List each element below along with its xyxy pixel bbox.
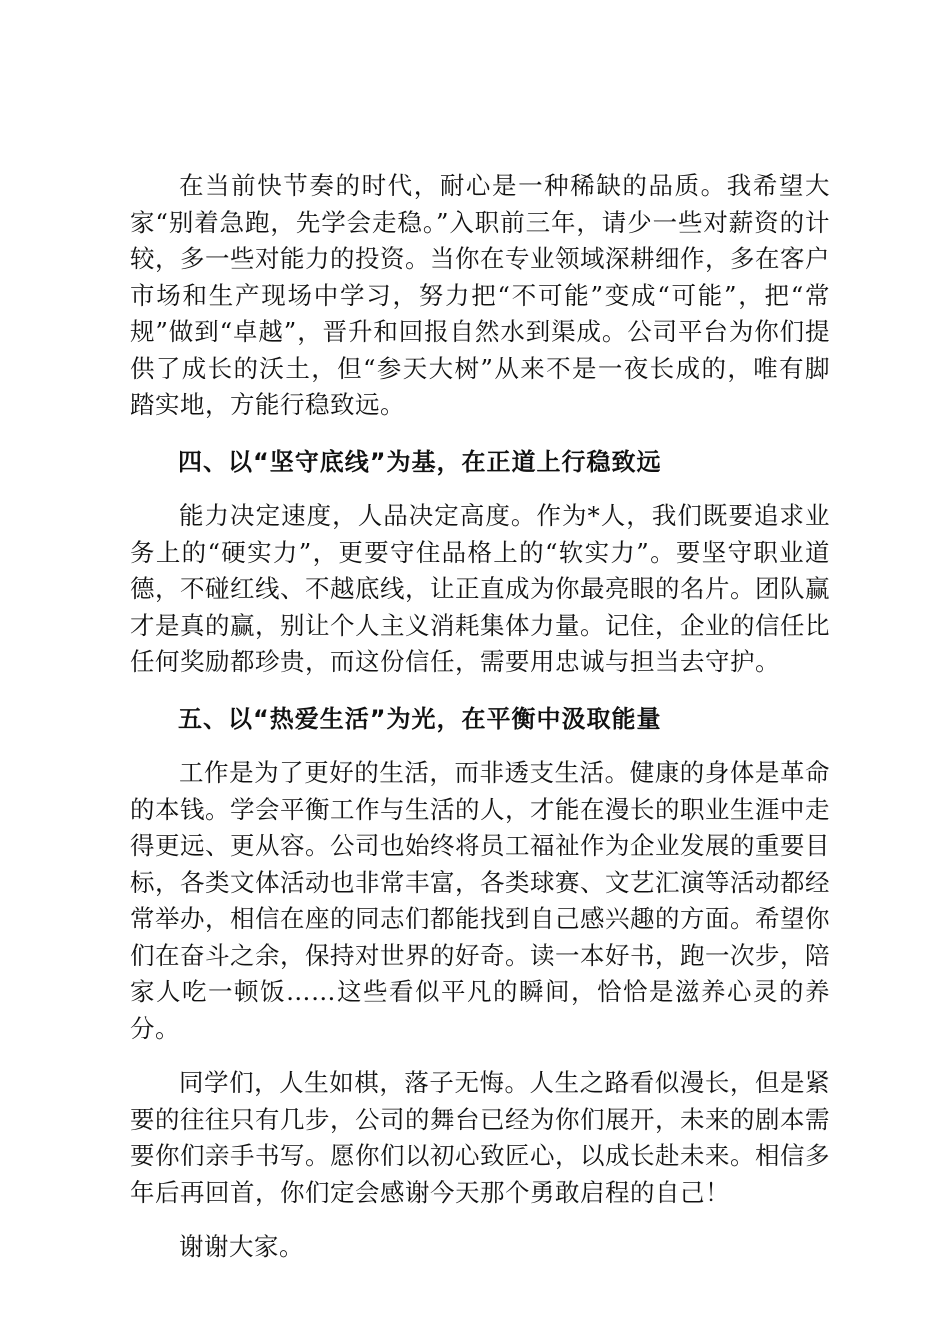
section-heading-five: 五、以“热爱生活”为光，在平衡中汲取能量 bbox=[178, 704, 662, 733]
section-heading-four: 四、以“坚守底线”为基，在正道上行稳致远 bbox=[178, 447, 662, 476]
paragraph-thanks: 谢谢大家。 bbox=[179, 1232, 304, 1261]
paragraph-life-balance: 工作是为了更好的生活，而非透支生活。健康的身体是革命的本钱。学会平衡工作与生活的人，才能在漫长的职业生涯中走得更远、更从容。公司也始终将员工福祉作为企业发展的重要目标，各类文体活动也非常丰富，各类球赛、文艺汇演等活动都经常举办，相信在座的同志们都能找到自己感兴趣的方面。希望你们在奋斗之余，保持对世界的好奇。读一本好书，跑一次步，陪家人吃一顿饭……这些看似平凡的瞬间，恰恰是滋养心灵的养分。 bbox=[130, 758, 830, 1043]
document-page bbox=[130, 168, 830, 1266]
paragraph-closing: 同学们，人生如棋，落子无悔。人生之路看似漫长，但是紧要的往往只有几步，公司的舞台已经为你们展开，未来的剧本需要你们亲手书写。愿你们以初心致匠心，以成长赴未来。相信多年后再回首，你们定会感谢今天那个勇敢启程的自己！ bbox=[130, 1068, 830, 1207]
paragraph-patience: 在当前快节奏的时代，耐心是一种稀缺的品质。我希望大家“别着急跑，先学会走稳。”入职前三年，请少一些对薪资的计较，多一些对能力的投资。当你在专业领域深耕细作，多在客户市场和生产现场中学习，努力把“不可能”变成“可能”，把“常规”做到“卓越”，晋升和回报自然水到渠成。公司平台为你们提供了成长的沃土，但“参天大树”从来不是一夜长成的，唯有脚踏实地，方能行稳致远。 bbox=[130, 171, 830, 419]
paragraph-integrity: 能力决定速度，人品决定高度。作为*人，我们既要追求业务上的“硬实力”，更要守住品格上的“软实力”。要坚守职业道德，不碰红线、不越底线，让正直成为你最亮眼的名片。团队赢才是真的赢，别让个人主义消耗集体力量。记住，企业的信任比任何奖励都珍贵，而这份信任，需要用忠诚与担当去守护。 bbox=[130, 501, 830, 676]
